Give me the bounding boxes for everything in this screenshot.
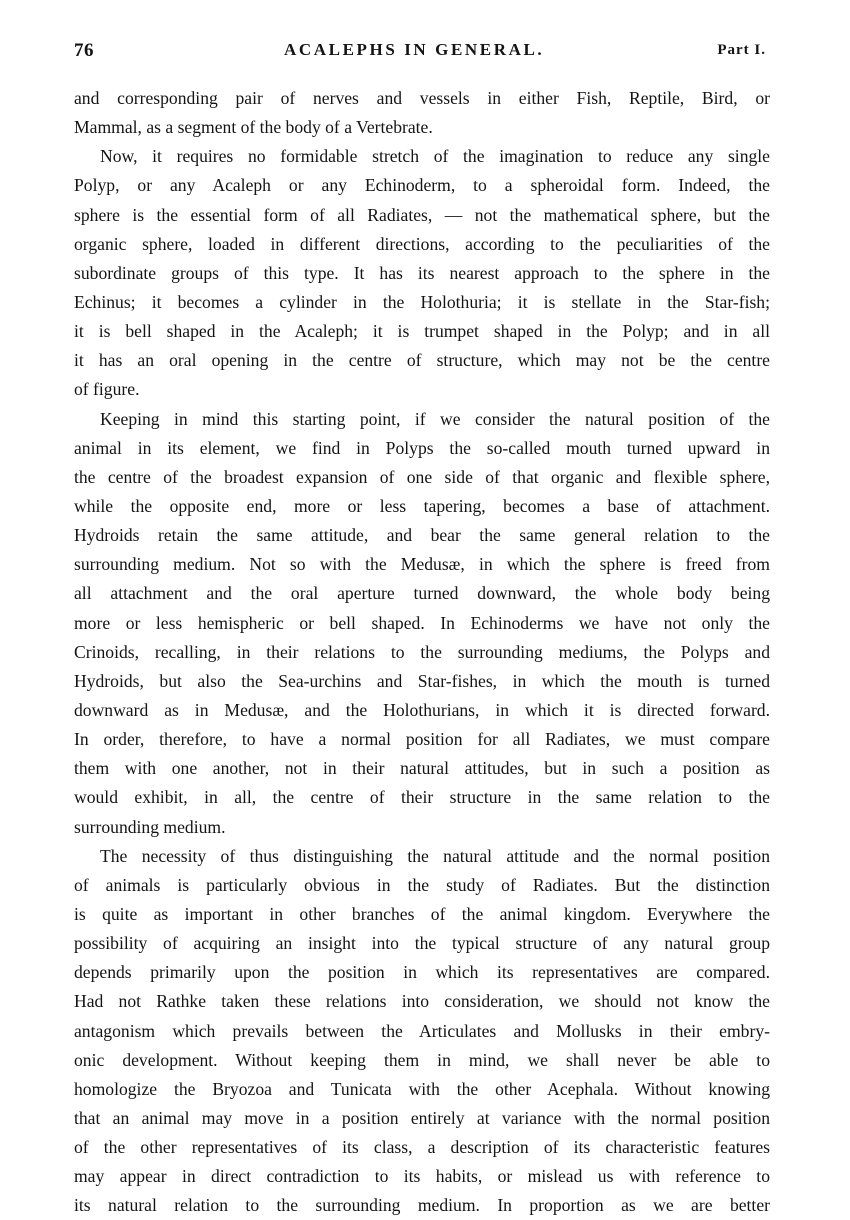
- text-line: the centre of the broadest expansion of one side of that organic and flexible sphere,: [74, 466, 770, 487]
- text-line: The necessity of thus distinguishing the natural attitude and the normal position: [100, 845, 770, 866]
- text-line: Polyp, or any Acaleph or any Echinoderm, to a spheroidal form. Indeed, the: [74, 175, 770, 196]
- text-line: of the other representatives of its class, a description of its characteristic features: [74, 1137, 770, 1158]
- page-header: [74, 38, 770, 68]
- text-line: all attachment and the oral aperture turned downward, the whole body being: [74, 583, 770, 604]
- text-line: would exhibit, in all, the centre of their structure in the same relation to the: [74, 787, 770, 808]
- text-line: Hydroids, but also the Sea-urchins and Star-fishes, in which the mouth is turned: [74, 670, 770, 691]
- text-line: while the opposite end, more or less tapering, becomes a base of attachment.: [74, 495, 770, 516]
- text-line: Hydroids retain the same attitude, and bear the same general relation to the: [74, 525, 770, 546]
- text-line: depends primarily upon the position in which its representatives are compared.: [74, 962, 770, 983]
- text-line: Had not Rathke taken these relations into consideration, we should not know the: [74, 991, 770, 1012]
- text-line: onic development. Without keeping them in mind, we shall never be able to: [74, 1049, 770, 1070]
- text-line: is quite as important in other branches of the animal kingdom. Everywhere the: [74, 903, 770, 924]
- page-number: 76: [74, 40, 94, 61]
- text-line: Mammal, as a segment of the body of a Vertebrate.: [74, 117, 433, 138]
- text-line: that an animal may move in a position entirely at variance with the normal position: [74, 1107, 770, 1128]
- text-line: them with one another, not in their natural attitudes, but in such a position as: [74, 758, 770, 779]
- text-line: of figure.: [74, 379, 140, 400]
- text-line: surrounding medium.: [74, 816, 226, 837]
- text-line: possibility of acquiring an insight into the typical structure of any natural group: [74, 933, 770, 954]
- text-line: antagonism which prevails between the Articulates and Mollusks in their embry-: [74, 1020, 770, 1041]
- text-line: it is bell shaped in the Acaleph; it is trumpet shaped in the Polyp; and in all: [74, 321, 770, 342]
- text-line: animal in its element, we find in Polyps the so-called mouth turned upward in: [74, 437, 770, 458]
- text-line: organic sphere, loaded in different directions, according to the peculiarities of the: [74, 233, 770, 254]
- text-line: In order, therefore, to have a normal position for all Radiates, we must compare: [74, 729, 770, 750]
- text-line: more or less hemispheric or bell shaped. In Echinoderms we have not only the: [74, 612, 770, 633]
- text-line: of animals is particularly obvious in the study of Radiates. But the distinction: [74, 874, 770, 895]
- text-line: downward as in Medusæ, and the Holothurians, in which it is directed forward.: [74, 699, 770, 720]
- running-title: ACALEPHS IN GENERAL.: [284, 40, 545, 59]
- text-line: its natural relation to the surrounding medium. In proportion as we are better: [74, 1195, 770, 1216]
- text-line: and corresponding pair of nerves and vessels in either Fish, Reptile, Bird, or: [74, 88, 770, 108]
- text-line: sphere is the essential form of all Radiates, — not the mathematical sphere, but the: [74, 204, 770, 225]
- text-line: homologize the Bryozoa and Tunicata with the other Acephala. Without knowing: [74, 1078, 770, 1099]
- text-line: Now, it requires no formidable stretch of the imagination to reduce any single: [100, 146, 770, 167]
- text-line: may appear in direct contradiction to its habits, or mislead us with reference to: [74, 1166, 770, 1187]
- text-line: Keeping in mind this starting point, if we consider the natural position of the: [100, 408, 770, 429]
- text-line: it has an oral opening in the centre of structure, which may not be the centre: [74, 350, 770, 371]
- text-line: Crinoids, recalling, in their relations to the surrounding mediums, the Polyps and: [74, 641, 770, 662]
- text-line: surrounding medium. Not so with the Medusæ, in which the sphere is freed from: [74, 554, 770, 575]
- text-line: subordinate groups of this type. It has its nearest approach to the sphere in the: [74, 262, 770, 283]
- part-label: Part I.: [717, 42, 766, 58]
- text-line: Echinus; it becomes a cylinder in the Holothuria; it is stellate in the Star-fish;: [74, 291, 770, 312]
- body-text: [74, 84, 770, 1220]
